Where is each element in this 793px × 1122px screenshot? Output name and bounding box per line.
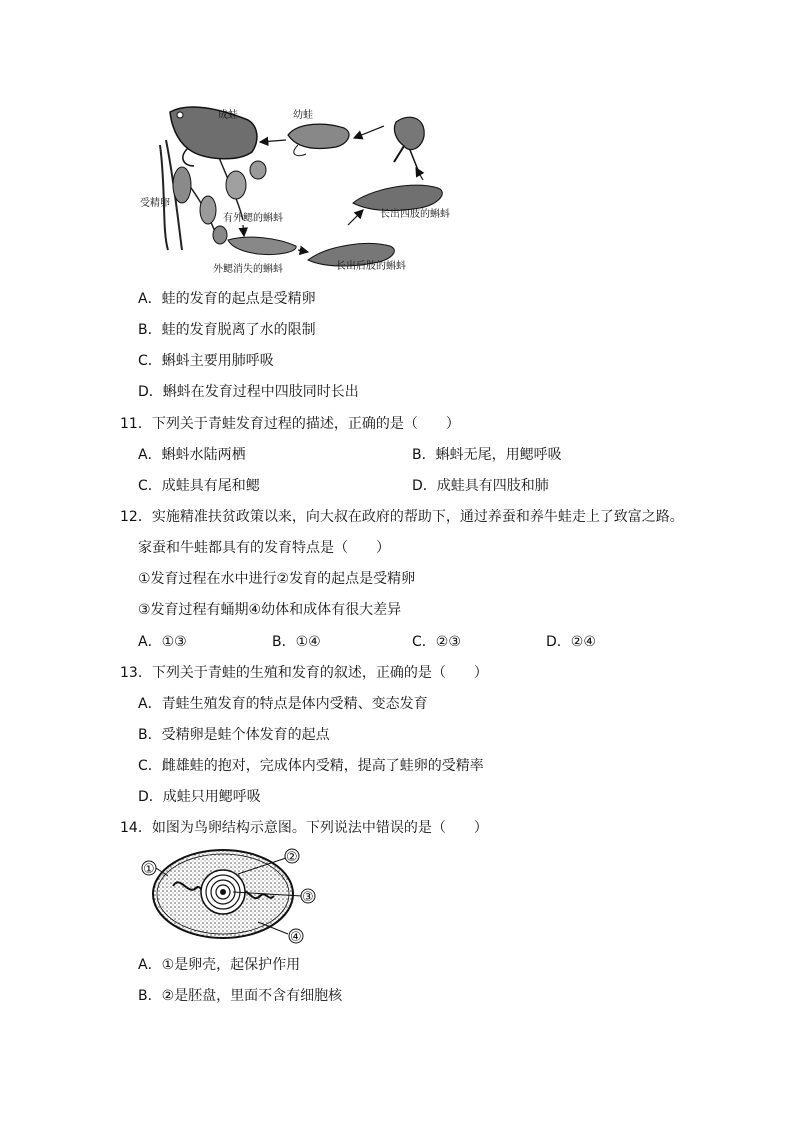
- q12-stem-line1: 12．实施精准扶贫政策以来，向大叔在政府的帮助下，通过养蚕和养牛蛙走上了致富之路。: [120, 509, 684, 525]
- bird-egg-diagram: [138, 846, 318, 946]
- q12-option-d: D．②④: [546, 634, 596, 650]
- frog-lifecycle-illustration: [140, 100, 458, 278]
- q11-option-a: A．蝌蚪水陆两栖: [138, 447, 246, 463]
- q10-option-b: B．蛙的发育脱离了水的限制: [138, 322, 316, 338]
- q13-option-d: D．成蛙只用鳃呼吸: [138, 789, 261, 805]
- q13-stem: 13．下列关于青蛙的生殖和发育的叙述，正确的是（ ）: [120, 665, 488, 681]
- egg-label-3: ③: [302, 890, 314, 905]
- q11-option-b: B．蝌蚪无尾，用鳃呼吸: [412, 447, 562, 463]
- label-gill-gone-tadpole: 外鳃消失的蝌蚪: [213, 264, 283, 275]
- label-four-limb-tadpole: 长出四肢的蝌蚪: [380, 209, 450, 220]
- label-fertilized-egg: 受精卵: [140, 198, 170, 209]
- label-adult-frog: 成蛙: [218, 110, 238, 121]
- q12-statement-2: ③发育过程有蛹期④幼体和成体有很大差异: [138, 602, 402, 618]
- q14-stem: 14．如图为鸟卵结构示意图。下列说法中错误的是（ ）: [120, 820, 488, 836]
- q14-option-a: A．①是卵壳，起保护作用: [138, 957, 301, 973]
- q10-option-c: C．蝌蚪主要用肺呼吸: [138, 353, 274, 369]
- q12-option-a: A．①③: [138, 634, 187, 650]
- q11-option-d: D．成蛙具有四肢和肺: [412, 478, 549, 494]
- egg-label-1: ①: [143, 862, 155, 877]
- q13-option-c: C．雌雄蛙的抱对，完成体内受精，提高了蛙卵的受精率: [138, 758, 484, 774]
- q11-stem: 11．下列关于青蛙发育过程的描述，正确的是（ ）: [120, 416, 460, 432]
- q10-option-a: A．蛙的发育的起点是受精卵: [138, 291, 316, 307]
- q12-stem-line2: 家蚕和牛蛙都具有的发育特点是（ ）: [138, 540, 390, 556]
- label-young-frog: 幼蛙: [293, 110, 313, 121]
- q12-statement-1: ①发育过程在水中进行②发育的起点是受精卵: [138, 571, 416, 587]
- q14-option-b: B．②是胚盘，里面不含有细胞核: [138, 988, 343, 1004]
- q13-option-a: A．青蛙生殖发育的特点是体内受精、变态发育: [138, 696, 428, 712]
- egg-label-2: ②: [286, 850, 298, 865]
- q13-option-b: B．受精卵是蛙个体发育的起点: [138, 727, 330, 743]
- q11-option-c: C．成蛙具有尾和鳃: [138, 478, 260, 494]
- q12-option-c: C．②③: [412, 634, 461, 650]
- egg-label-4: ④: [290, 930, 302, 945]
- frog-lifecycle-figure: [140, 100, 458, 278]
- q12-option-b: B．①④: [272, 634, 321, 650]
- label-external-gill-tadpole: 有外鳃的蝌蚪: [223, 213, 283, 224]
- q10-option-d: D．蝌蚪在发育过程中四肢同时长出: [138, 384, 359, 400]
- label-hind-limb-tadpole: 长出后肢的蝌蚪: [336, 261, 406, 272]
- bird-egg-figure: [138, 846, 318, 946]
